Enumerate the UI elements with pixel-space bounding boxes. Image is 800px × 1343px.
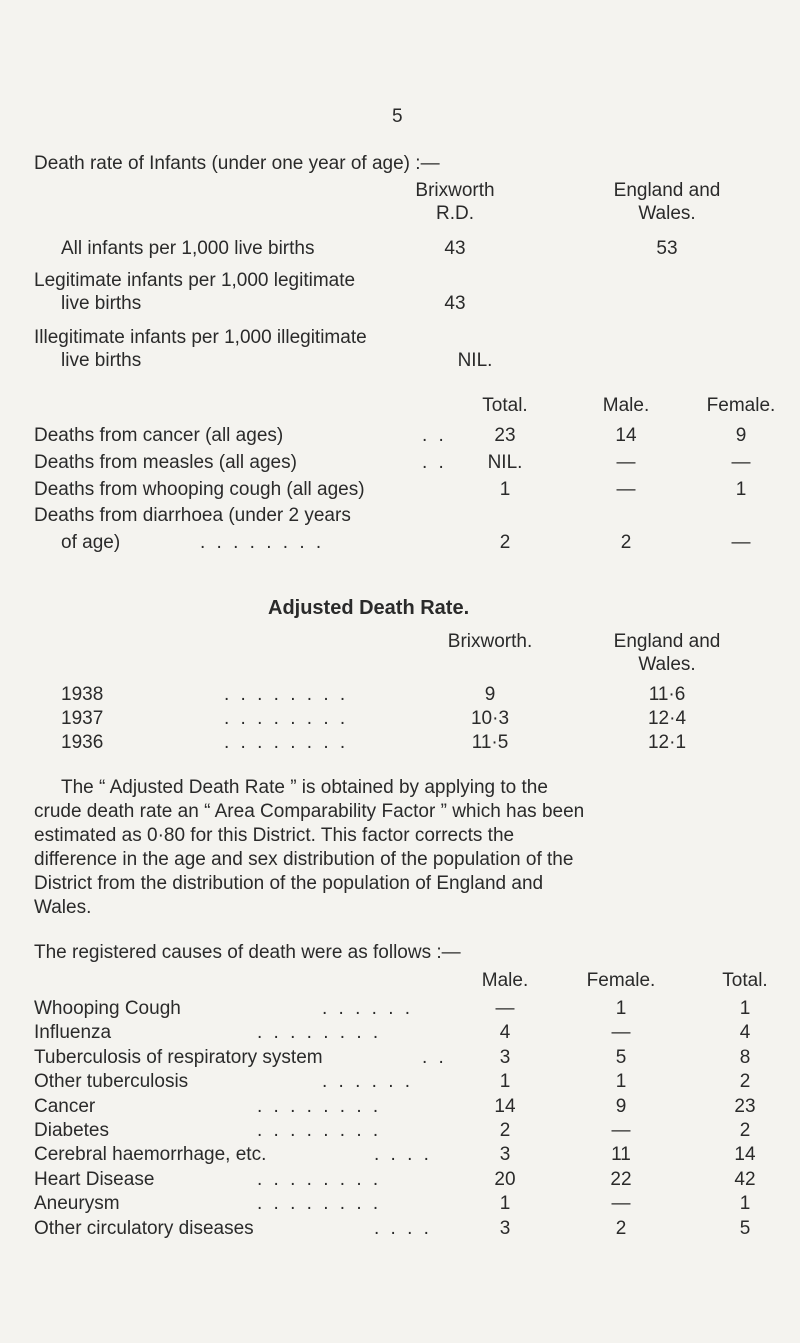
- causes-row-total: 5: [739, 1218, 751, 1239]
- causes-row-male: 3: [499, 1218, 511, 1239]
- infant-intro: Death rate of Infants (under one year of age) :—: [34, 153, 440, 174]
- causes-row-total: 2: [739, 1071, 751, 1092]
- infant-col-brixworth-line1: Brixworth: [415, 180, 495, 201]
- deaths-row-diarrhoea-female: —: [731, 532, 751, 553]
- causes-row-dots: . . . . . .: [322, 1071, 414, 1092]
- adjusted-row-1936-dots: . . . . . . . .: [224, 732, 349, 753]
- causes-row-dots: . . . .: [374, 1218, 432, 1239]
- adjusted-paragraph-line-4: difference in the age and sex distribution of the population of the: [34, 849, 574, 870]
- causes-row-total: 8: [739, 1047, 751, 1068]
- deaths-row-cancer-total: 23: [494, 425, 516, 446]
- deaths-row-cancer-dots: . .: [422, 425, 447, 446]
- adjusted-paragraph-line-6: Wales.: [34, 897, 92, 918]
- causes-row-male: 3: [499, 1047, 511, 1068]
- infant-row-legit-label-1: Legitimate infants per 1,000 legitimate: [34, 270, 356, 291]
- infant-row-illegit-label-2: live births: [61, 350, 142, 371]
- adjusted-row-1937-year: 1937: [61, 708, 104, 729]
- deaths-row-whooping-female: 1: [735, 479, 747, 500]
- causes-row-dots: . . . . . . . .: [257, 1169, 382, 1190]
- causes-row-dots: . . . . . .: [322, 998, 414, 1019]
- adjusted-row-1938-dots: . . . . . . . .: [224, 684, 349, 705]
- causes-row-label: Other circulatory diseases: [34, 1218, 254, 1239]
- causes-row-total: 14: [734, 1144, 756, 1165]
- causes-row-male: 2: [499, 1120, 511, 1141]
- adjusted-heading: Adjusted Death Rate.: [268, 597, 470, 619]
- adjusted-paragraph-line-2: crude death rate an “ Area Comparability Factor ” which has been: [34, 801, 585, 822]
- causes-row-label: Influenza: [34, 1022, 112, 1043]
- adjusted-row-1936-brix: 11·5: [471, 732, 509, 753]
- causes-row-female: 1: [615, 1071, 627, 1092]
- adjusted-col-england-2: Wales.: [638, 654, 696, 675]
- adjusted-col-brixworth: Brixworth.: [447, 631, 533, 652]
- deaths-row-measles-total: NIL.: [487, 452, 523, 473]
- deaths-row-measles-dots: . .: [422, 452, 447, 473]
- deaths-row-diarrhoea-dots: . . . . . . . .: [200, 532, 325, 553]
- adjusted-row-1937-dots: . . . . . . . .: [224, 708, 349, 729]
- deaths-row-diarrhoea-label-1: Deaths from diarrhoea (under 2 years: [34, 505, 351, 526]
- causes-row-female: 5: [615, 1047, 627, 1068]
- causes-row-dots: . . . . . . . .: [257, 1096, 382, 1117]
- adjusted-row-1937-eng: 12·4: [647, 708, 687, 729]
- causes-row-male: 4: [499, 1022, 511, 1043]
- infant-row-all-brix: 43: [444, 238, 466, 259]
- causes-row-label: Diabetes: [34, 1120, 109, 1141]
- deaths-row-cancer-female: 9: [735, 425, 747, 446]
- deaths-row-measles-male: —: [616, 452, 636, 473]
- causes-row-total: 23: [734, 1096, 756, 1117]
- causes-row-male: 1: [499, 1071, 511, 1092]
- deaths-row-diarrhoea-total: 2: [499, 532, 511, 553]
- infant-row-all-label: All infants per 1,000 live births: [61, 238, 315, 259]
- infant-col-england-line1: England and: [613, 180, 721, 201]
- adjusted-row-1936-eng: 12·1: [647, 732, 687, 753]
- causes-row-label: Tuberculosis of respiratory system: [34, 1047, 323, 1068]
- causes-row-total: 1: [739, 998, 751, 1019]
- causes-row-dots: . . . . . . . .: [257, 1193, 382, 1214]
- causes-row-dots: . . . . . . . .: [257, 1022, 382, 1043]
- causes-row-female: 11: [611, 1144, 631, 1165]
- causes-row-female: —: [611, 1022, 631, 1043]
- infant-row-all-eng: 53: [656, 238, 678, 259]
- adjusted-row-1938-year: 1938: [61, 684, 104, 705]
- causes-row-total: 42: [734, 1169, 756, 1190]
- deaths-row-measles-female: —: [731, 452, 751, 473]
- deaths-row-cancer-male: 14: [615, 425, 637, 446]
- deaths-row-diarrhoea-male: 2: [620, 532, 632, 553]
- causes-row-female: 1: [615, 998, 627, 1019]
- causes-header-male: Male.: [481, 970, 529, 991]
- deaths-row-diarrhoea-label-2: of age): [61, 532, 121, 553]
- causes-row-male: 3: [499, 1144, 511, 1165]
- adjusted-col-england-1: England and: [613, 631, 721, 652]
- causes-header-female: Female.: [586, 970, 656, 991]
- causes-row-male: 1: [499, 1193, 511, 1214]
- causes-header-total: Total.: [722, 970, 768, 991]
- causes-row-label: Cancer: [34, 1096, 96, 1117]
- causes-row-male: —: [495, 998, 515, 1019]
- causes-row-label: Other tuberculosis: [34, 1071, 189, 1092]
- causes-row-female: 2: [615, 1218, 627, 1239]
- deaths-row-whooping-label: Deaths from whooping cough (all ages): [34, 479, 365, 500]
- deaths-header-total: Total.: [482, 395, 528, 416]
- deaths-row-whooping-total: 1: [499, 479, 511, 500]
- causes-row-female: —: [611, 1120, 631, 1141]
- deaths-header-female: Female.: [706, 395, 776, 416]
- infant-col-brixworth-line2: R.D.: [436, 203, 474, 224]
- causes-row-male: 14: [494, 1096, 516, 1117]
- causes-row-dots: . . . .: [374, 1144, 432, 1165]
- deaths-row-cancer-label: Deaths from cancer (all ages): [34, 425, 284, 446]
- adjusted-row-1938-brix: 9: [484, 684, 496, 705]
- causes-row-female: 22: [610, 1169, 632, 1190]
- causes-row-total: 2: [739, 1120, 751, 1141]
- causes-row-label: Whooping Cough: [34, 998, 181, 1019]
- causes-row-total: 1: [739, 1193, 751, 1214]
- adjusted-paragraph-line-3: estimated as 0·80 for this District. This factor corrects the: [34, 825, 515, 846]
- causes-row-label: Heart Disease: [34, 1169, 155, 1190]
- causes-row-dots: . .: [422, 1047, 447, 1068]
- causes-row-label: Aneurysm: [34, 1193, 120, 1214]
- deaths-header-male: Male.: [602, 395, 650, 416]
- page-number: 5: [392, 106, 403, 127]
- infant-row-legit-brix: 43: [444, 293, 466, 314]
- adjusted-paragraph-line-1: The “ Adjusted Death Rate ” is obtained by applying to the: [61, 777, 548, 798]
- causes-intro: The registered causes of death were as follows :—: [34, 942, 461, 963]
- adjusted-row-1938-eng: 11·6: [648, 684, 686, 705]
- infant-col-england-line2: Wales.: [638, 203, 696, 224]
- causes-row-male: 20: [494, 1169, 516, 1190]
- infant-row-illegit-label-1: Illegitimate infants per 1,000 illegitimate: [34, 327, 367, 348]
- adjusted-row-1936-year: 1936: [61, 732, 104, 753]
- infant-row-legit-label-2: live births: [61, 293, 142, 314]
- causes-row-female: 9: [615, 1096, 627, 1117]
- causes-row-dots: . . . . . . . .: [257, 1120, 382, 1141]
- deaths-row-measles-label: Deaths from measles (all ages): [34, 452, 297, 473]
- causes-row-label: Cerebral haemorrhage, etc.: [34, 1144, 267, 1165]
- adjusted-paragraph-line-5: District from the distribution of the population of England and: [34, 873, 544, 894]
- causes-row-female: —: [611, 1193, 631, 1214]
- adjusted-row-1937-brix: 10·3: [470, 708, 510, 729]
- infant-row-illegit-brix: NIL.: [457, 350, 493, 371]
- deaths-row-whooping-male: —: [616, 479, 636, 500]
- causes-row-total: 4: [739, 1022, 751, 1043]
